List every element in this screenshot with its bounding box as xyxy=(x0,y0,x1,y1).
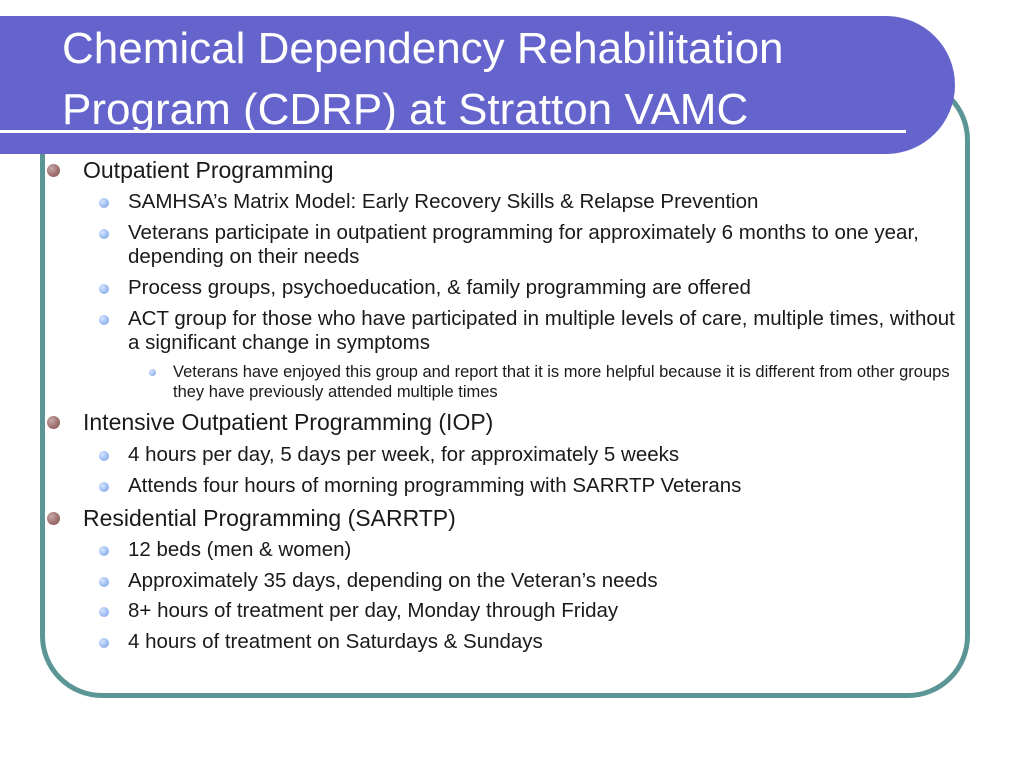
list-item-text: 12 beds (men & women) xyxy=(128,538,352,561)
list-item-text: Process groups, psychoeducation, & family programming are offered xyxy=(128,276,751,299)
section-heading-outpatient xyxy=(83,156,334,184)
list-item-text: Attends four hours of morning programming with SARRTP Veterans xyxy=(128,474,742,497)
list-item xyxy=(128,474,963,498)
section-heading-text: Outpatient Programming xyxy=(83,157,334,183)
list-item xyxy=(128,190,963,214)
section-heading-iop xyxy=(83,408,493,436)
list-item xyxy=(128,538,963,562)
list-item xyxy=(128,569,963,593)
list-item-text: ACT group for those who have participated in multiple levels of care, multiple times, without a significant change in symptoms xyxy=(128,307,955,354)
bullet-icon xyxy=(99,198,109,208)
bullet-icon xyxy=(47,164,60,177)
bullet-icon xyxy=(99,577,109,587)
bullet-icon xyxy=(99,229,109,239)
list-item-text: 4 hours of treatment on Saturdays & Sundays xyxy=(128,630,543,653)
bullet-icon xyxy=(47,512,60,525)
list-item xyxy=(128,599,963,623)
bullet-icon xyxy=(99,546,109,556)
bullet-icon xyxy=(99,638,109,648)
slide-title-line-2: Program (CDRP) at Stratton VAMC xyxy=(62,85,749,134)
bullet-icon xyxy=(99,315,109,325)
section-heading-residential xyxy=(83,504,456,532)
list-item-text: Approximately 35 days, depending on the Veteran’s needs xyxy=(128,569,658,592)
list-item xyxy=(128,630,963,654)
bullet-icon xyxy=(149,369,156,376)
section-heading-text: Residential Programming (SARRTP) xyxy=(83,505,456,531)
list-item xyxy=(128,221,963,269)
list-item-text: 4 hours per day, 5 days per week, for approximately 5 weeks xyxy=(128,443,680,466)
list-item-text: 8+ hours of treatment per day, Monday through Friday xyxy=(128,599,619,622)
list-item-text: Veterans participate in outpatient programming for approximately 6 months to one year, depending on their needs xyxy=(128,221,919,268)
bullet-icon xyxy=(99,482,109,492)
bullet-icon xyxy=(99,284,109,294)
sub-list-item-text: Veterans have enjoyed this group and report that it is more helpful because it is different from other groups they have previously attended multiple times xyxy=(173,363,950,401)
list-item xyxy=(128,443,963,467)
section-heading-text: Intensive Outpatient Programming (IOP) xyxy=(83,409,494,435)
list-item xyxy=(128,307,963,355)
bullet-icon xyxy=(47,416,60,429)
list-item-text: SAMHSA’s Matrix Model: Early Recovery Skills & Relapse Prevention xyxy=(128,190,759,213)
list-item xyxy=(128,276,963,300)
slide-title-line-1: Chemical Dependency Rehabilitation xyxy=(62,24,784,73)
sub-list-item xyxy=(173,362,963,402)
bullet-icon xyxy=(99,451,109,461)
bullet-icon xyxy=(99,607,109,617)
